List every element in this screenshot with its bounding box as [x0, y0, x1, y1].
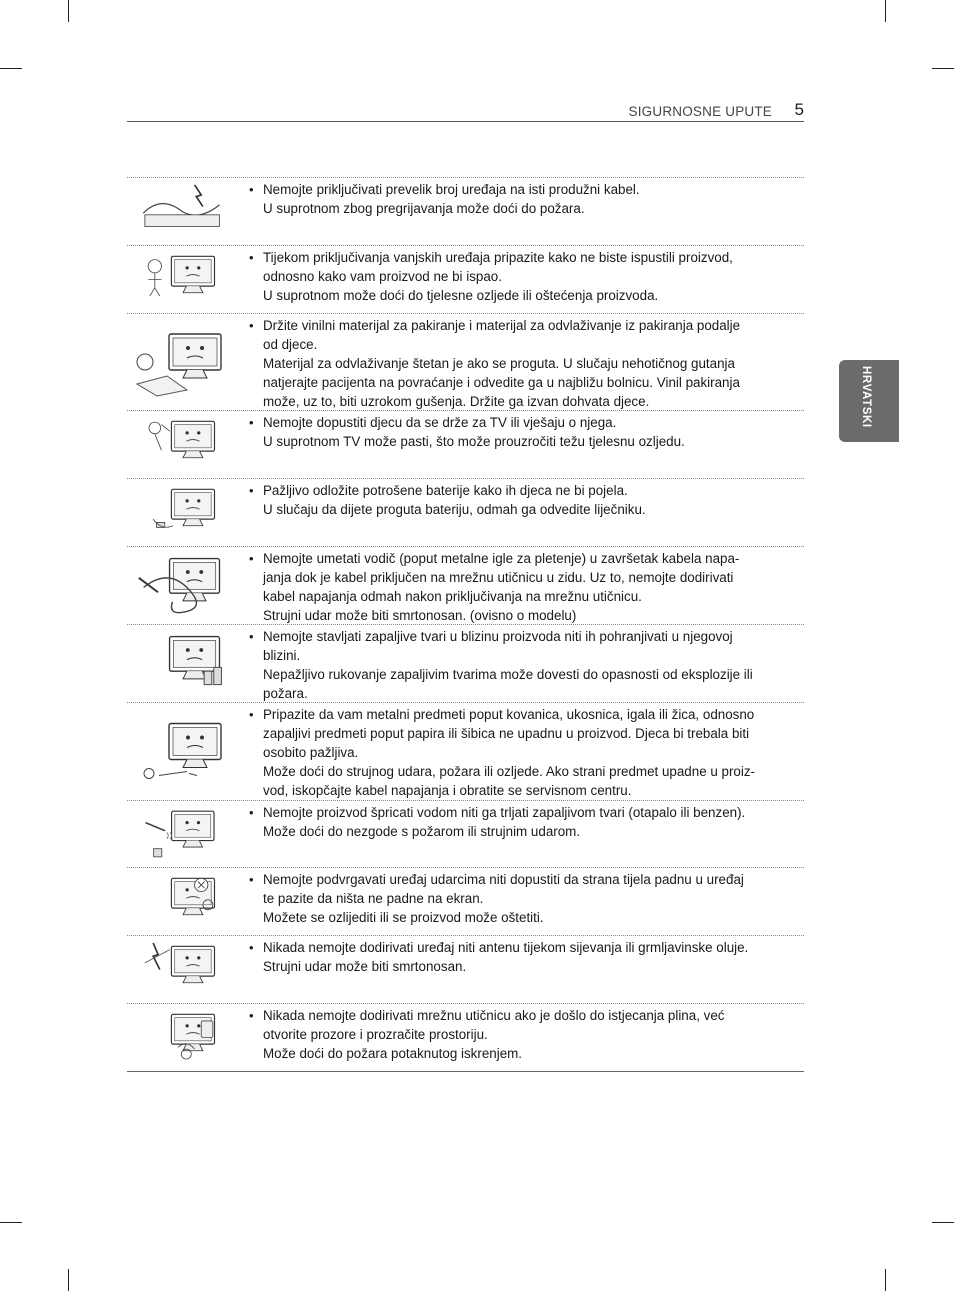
battery-child-icon: [127, 481, 239, 544]
instruction-item: [127, 314, 804, 411]
instruction-line-text: Nemojte priključivati prevelik broj uređaja na isti produžni kabel.: [263, 182, 640, 197]
page-number: 5: [794, 100, 804, 119]
bullet-icon: •: [249, 805, 254, 820]
instruction-line: Strujni udar može biti smrtonosan. (ovisno o modelu): [263, 608, 577, 623]
instruction-text: [249, 411, 804, 451]
instruction-line-text: Pripazite da vam metalni predmeti poput kovanica, ukosnica, igala ili žica, odnosno: [263, 707, 755, 722]
instruction-item: [127, 703, 804, 801]
instruction-line: blizini.: [263, 648, 301, 663]
bullet-icon: •: [249, 182, 254, 197]
instruction-line: U suprotnom TV može pasti, što može prouzročiti težu tjelesnu ozljedu.: [263, 434, 685, 449]
instruction-line: janja dok je kabel priključen na mrežnu utičnicu u zidu. Uz to, nemojte dodirivati: [263, 570, 734, 585]
instruction-line: U suprotnom zbog pregrijavanja može doći do požara.: [263, 201, 585, 216]
instruction-item: [127, 868, 804, 936]
crop-mark: [0, 1222, 22, 1223]
instruction-line: Nepažljivo rukovanje zapaljivim tvarima može dovesti do opasnosti od eksplozije ili: [263, 667, 753, 682]
instruction-line: [249, 316, 804, 335]
instruction-item: [127, 801, 804, 868]
instruction-line: kabel napajanja odmah nakon priključivanja na mrežnu utičnicu.: [263, 589, 642, 604]
language-tab: [839, 360, 899, 442]
instruction-line-text: Nemojte umetati vodič (poput metalne igle za pletenje) u završetak kabela napa-: [263, 551, 740, 566]
bullet-icon: •: [249, 250, 254, 265]
instruction-line: U slučaju da dijete proguta bateriju, odmah ga odvedite liječniku.: [263, 502, 646, 517]
crop-mark: [68, 0, 69, 22]
instruction-item: [127, 479, 804, 547]
instruction-line: osobito pažljiva.: [263, 745, 359, 760]
instruction-line: zapaljivi predmeti poput papira ili šibica ne upadnu u proizvod. Djeca bi trebala biti: [263, 726, 750, 741]
instruction-line: [249, 627, 804, 646]
instruction-line-text: Nemojte podvrgavati uređaj udarcima niti dopustiti da strana tijela padnu u uređaj: [263, 872, 744, 887]
instruction-line: [249, 938, 804, 957]
instruction-text: [249, 703, 804, 800]
crop-mark: [932, 68, 954, 69]
instruction-item: [127, 936, 804, 1004]
child-hanging-tv-icon: [127, 413, 239, 476]
bullet-icon: •: [249, 872, 254, 887]
instruction-text: [249, 801, 804, 841]
instruction-line: Može doći do požara potaknutog iskrenjem.: [263, 1046, 523, 1061]
instruction-line: vod, iskopčajte kabel napajanja i obratite se servisnom centru.: [263, 783, 632, 798]
instruction-text: [249, 625, 804, 703]
spray-water-tv-icon: [127, 803, 239, 865]
instruction-line: [249, 1006, 804, 1025]
section-title: SIGURNOSNE UPUTE: [628, 104, 772, 119]
instruction-line: otvorite prozore i prozračite prostoriju.: [263, 1027, 488, 1042]
instruction-text: [249, 1004, 804, 1063]
instruction-line: [249, 481, 804, 500]
instruction-text: [249, 178, 804, 218]
instruction-item: [127, 1004, 804, 1072]
header-rule: [127, 121, 804, 122]
page-header: [127, 100, 804, 122]
bullet-icon: •: [249, 415, 254, 430]
instruction-line: [249, 413, 804, 432]
instruction-line: natjerajte pacijenta na povraćanje i odvedite ga u najbližu bolnicu. Vinil pakiranja: [263, 375, 740, 390]
instruction-line: [249, 180, 804, 199]
bullet-icon: •: [249, 1008, 254, 1023]
needle-power-cord-icon: [127, 549, 239, 622]
instruction-text: [249, 246, 804, 305]
instruction-item: [127, 411, 804, 479]
instruction-line-text: Tijekom priključivanja vanjskih uređaja pripazite kako ne biste ispustili proizvod,: [263, 250, 733, 265]
instruction-line: te pazite da ništa ne padne na ekran.: [263, 891, 484, 906]
bullet-icon: •: [249, 629, 254, 644]
instruction-line-text: Nikada nemojte dodirivati uređaj niti antenu tijekom sijevanja ili grmljavinske oluje.: [263, 940, 749, 955]
instruction-line: Možete se ozlijediti ili se proizvod može oštetiti.: [263, 910, 544, 925]
instruction-line: od djece.: [263, 337, 318, 352]
instruction-line: [249, 248, 804, 267]
bullet-icon: •: [249, 318, 254, 333]
instruction-line-text: Nemojte stavljati zapaljive tvari u blizinu proizvoda niti ih pohranjivati u njegovoj: [263, 629, 733, 644]
power-strip-overload-icon: [127, 180, 239, 243]
instruction-line: [249, 705, 804, 724]
instruction-text: [249, 314, 804, 411]
gas-leak-outlet-icon: [127, 1006, 239, 1069]
instruction-line: U suprotnom može doći do tjelesne ozljede ili oštećenja proizvoda.: [263, 288, 659, 303]
instruction-text: [249, 936, 804, 976]
instruction-line-text: Pažljivo odložite potrošene baterije kako ih djeca ne bi pojela.: [263, 483, 628, 498]
instruction-line: može, uz to, biti uzrokom gušenja. Držite ga izvan dohvata djece.: [263, 394, 650, 409]
ball-impact-tv-icon: [127, 870, 239, 933]
instruction-item: [127, 178, 804, 246]
instruction-line-text: Nemojte dopustiti djecu da se drže za TV ili vješaju o njega.: [263, 415, 617, 430]
instruction-line: [249, 803, 804, 822]
safety-instructions-list: [127, 177, 804, 1072]
bullet-icon: •: [249, 551, 254, 566]
instruction-item: [127, 625, 804, 703]
instruction-line: Može doći do nezgode s požarom ili strujnim udarom.: [263, 824, 581, 839]
child-plastic-bag-icon: [127, 316, 239, 408]
instruction-line: [249, 549, 804, 568]
crop-mark: [0, 68, 22, 69]
instruction-line: požara.: [263, 686, 308, 701]
instruction-text: [249, 547, 804, 625]
flammable-near-tv-icon: [127, 627, 239, 700]
instruction-line: Strujni udar može biti smrtonosan.: [263, 959, 467, 974]
instruction-line-text: Nikada nemojte dodirivati mrežnu utičnicu ako je došlo do istjecanja plina, već: [263, 1008, 725, 1023]
metal-objects-tv-icon: [127, 705, 239, 798]
lightning-storm-tv-icon: [127, 938, 239, 1001]
crop-mark: [885, 0, 886, 22]
instruction-line: odnosno kako vam proizvod ne bi ispao.: [263, 269, 502, 284]
instruction-text: [249, 868, 804, 927]
crop-mark: [68, 1269, 69, 1291]
crop-mark: [885, 1269, 886, 1291]
bullet-icon: •: [249, 940, 254, 955]
instruction-line-text: Držite vinilni materijal za pakiranje i materijal za odvlaživanje iz pakiranja podalje: [263, 318, 741, 333]
bullet-icon: •: [249, 483, 254, 498]
instruction-item: [127, 246, 804, 314]
instruction-text: [249, 479, 804, 519]
instruction-line: [249, 870, 804, 889]
instruction-line: Može doći do strujnog udara, požara ili ozljede. Ako strani predmet upadne u proiz-: [263, 764, 756, 779]
language-tab-label: HRVATSKI: [860, 366, 872, 428]
bullet-icon: •: [249, 707, 254, 722]
crop-mark: [932, 1222, 954, 1223]
instruction-line: Materijal za odvlaživanje štetan je ako se proguta. U slučaju nehotičnog gutanja: [263, 356, 735, 371]
instruction-line-text: Nemojte proizvod špricati vodom niti ga trljati zapaljivom tvari (otapalo ili benzen).: [263, 805, 746, 820]
tv-falling-child-icon: [127, 248, 239, 311]
instruction-item: [127, 547, 804, 625]
